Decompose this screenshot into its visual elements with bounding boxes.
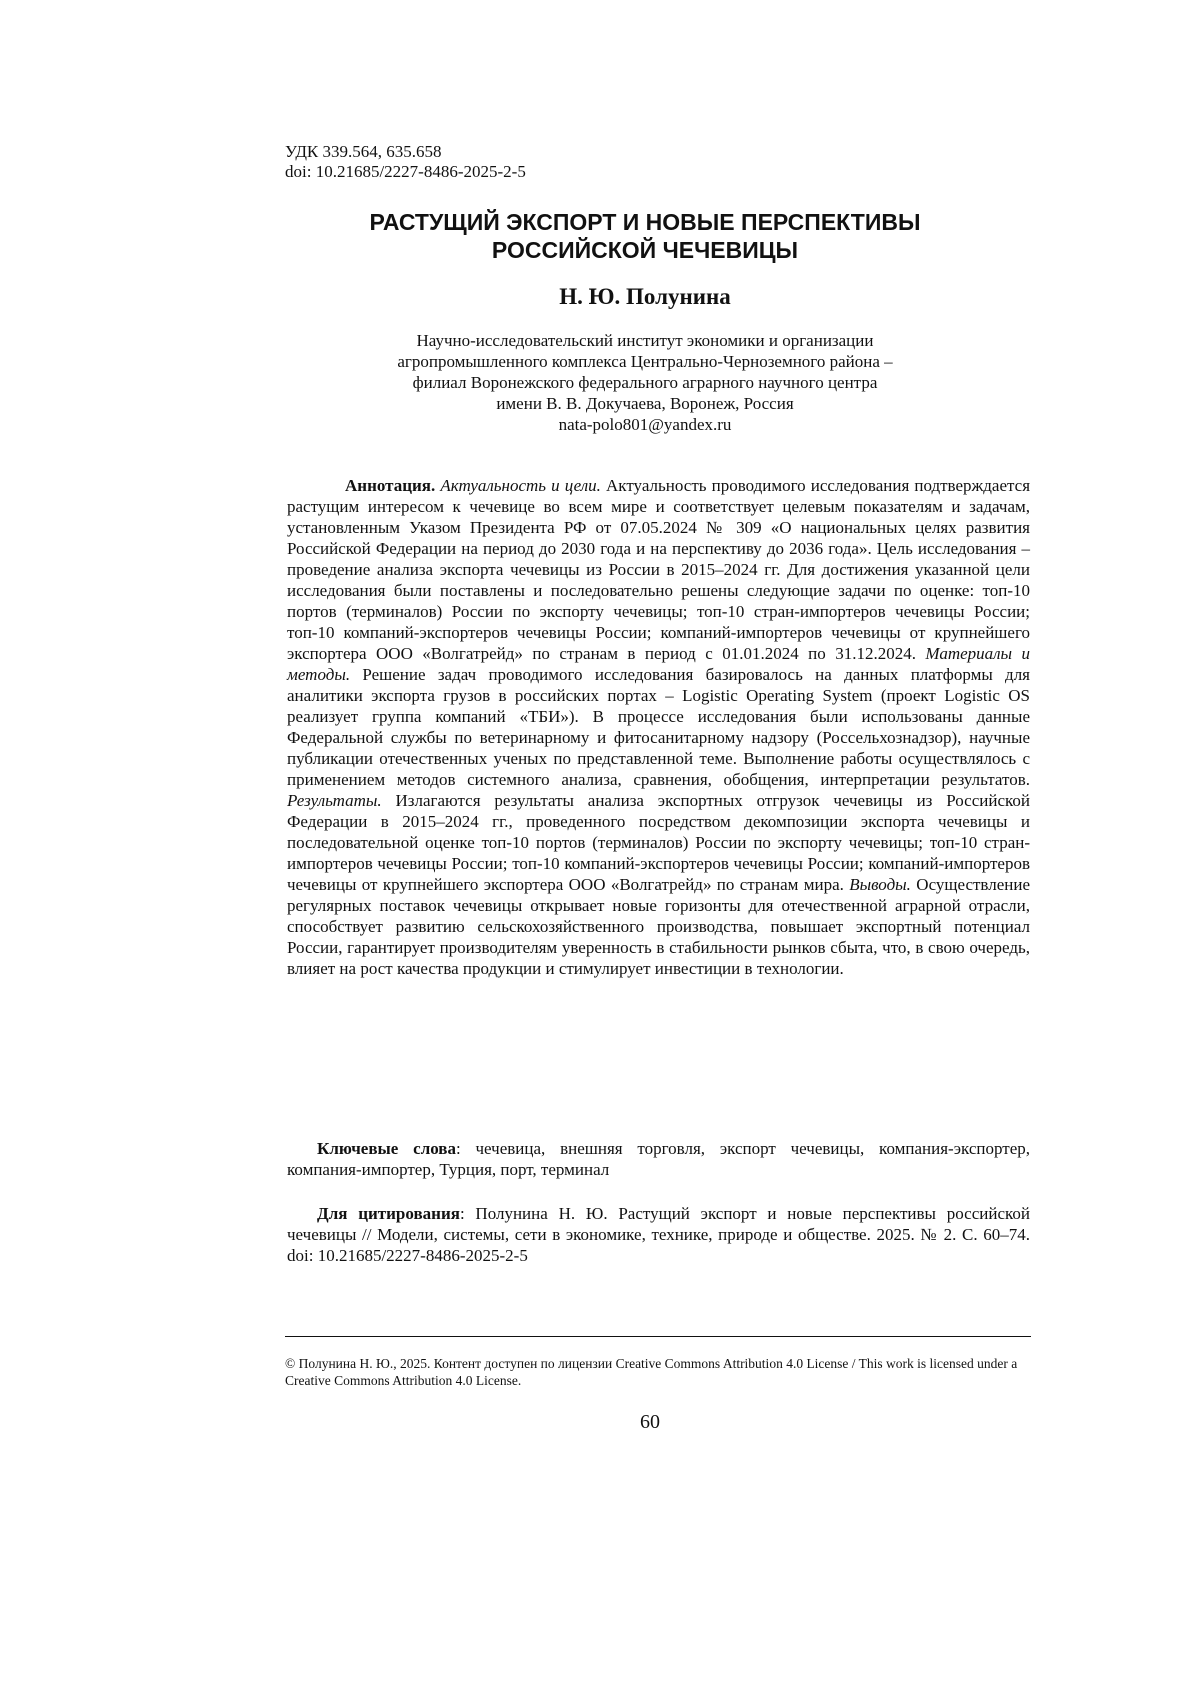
relevance-label: Актуальность и цели. [440,476,601,495]
affiliation-line-3: филиал Воронежского федерального аграрного научного центра [412,373,878,392]
abstract [287,475,1030,979]
title-line-1: РАСТУЩИЙ ЭКСПОРТ И НОВЫЕ ПЕРСПЕКТИВЫ [369,209,921,235]
page-number: 60 [640,1411,660,1433]
methods-text: Решение задач проводимого исследования базировалось на данных платформы для аналитики экспорта грузов в российских портах – Logistic Operating System (проект Logistic OS реализует группа компаний «ТБИ»). В процессе исследования были использованы данные Федеральной службы по ветеринарному и фитосанитарному надзору (Россельхознадзор), научные публикации отечественных ученых по представленной теме. Выполнение работы осуществлялось с применением методов системного анализа, сравнения, обобщения, интерпретации результатов. [287,665,1030,789]
affiliation-line-2: агропромышленного комплекса Центрально-Черноземного района – [397,352,893,371]
citation-text: : Полунина Н. Ю. Растущий экспорт и новые перспективы российской чечевицы // Модели, системы, сети в экономике, технике, природе и обществе. 2025. № 2. С. 60–74. doi: 10.21685/2227-8486-2025-2-5 [287,1204,1030,1265]
author-email[interactable]: nata-polo801@yandex.ru [558,415,732,434]
keywords-text: : чечевица, внешняя торговля, экспорт чечевицы, компания-экспортер, компания-импортер, Турция, порт, терминал [287,1139,1030,1179]
conclusions-label: Выводы. [849,875,911,894]
results-text: Излагаются результаты анализа экспортных отгрузок чечевицы из Российской Федерации в 2015–2024 гг., проведенного посредством декомпозиции экспорта чечевицы и последовательной оценке топ-10 портов (терминалов) России по экспорту чечевицы; топ-10 стран-импортеров чечевицы России; топ-10 компаний-экспортеров чечевицы России; компаний-импортеров чечевицы от крупнейшего экспортера ООО «Волгатрейд» по странам мира. [287,791,1031,894]
doi: doi: 10.21685/2227-8486-2025-2-5 [285,162,526,181]
methods-label: Материалы и методы. [287,644,1031,684]
article-metadata [285,142,526,182]
citation [287,1203,1030,1266]
udc-code: УДК 339.564, 635.658 [285,142,442,161]
conclusions-text: Осуществление регулярных поставок чечевицы открывает новые горизонты для отечественной аграрной отрасли, способствует развитию сельскохозяйственного производства, повышает экспортный потенциал России, гарантирует производителям уверенность в стабильности рынков сбыта, что, в свою очередь, влияет на рост качества продукции и стимулирует инвестиции в технологии. [287,875,1031,978]
article-title [260,208,1030,264]
relevance-text: Актуальность проводимого исследования подтверждается растущим интересом к чечевице во всем мире и соответствует целевым показателям и задачам, установленным Указом Президента РФ от 07.05.2024 № 309 «О национальных целях развития Российской Федерации на период до 2030 года и на перспективу до 2036 года». Цель исследования – проведение анализа экспорта чечевицы из России в 2015–2024 гг. Для достижения указанной цели исследования были поставлены и последовательно решены следующие задачи по оценке: топ-10 портов (терминалов) России по экспорту чечевицы; топ-10 стран-импортеров чечевицы России; топ-10 компаний-экспортеров чечевицы России; компаний-импортеров чечевицы от крупнейшего экспортера ООО «Волгатрейд» по странам в период с 01.01.2024 по 31.12.2024. [287,476,1031,663]
abstract-label: Аннотация. [345,476,436,495]
keywords [287,1138,1030,1180]
author-affiliation [300,330,990,435]
affiliation-line-1: Научно-исследовательский институт экономики и организации [416,331,874,350]
citation-label: Для цитирования [317,1204,460,1223]
keywords-label: Ключевые слова [317,1139,456,1158]
affiliation-line-4: имени В. В. Докучаева, Воронеж, Россия [496,394,794,413]
author-name: Н. Ю. Полунина [559,284,731,309]
copyright-notice: © Полунина Н. Ю., 2025. Контент доступен по лицензии Creative Commons Attribution 4.0 License / This work is licensed under a Creative Commons Attribution 4.0 License. [285,1356,1018,1388]
footnote-divider [285,1336,1031,1337]
results-label: Результаты. [287,791,382,810]
title-line-2: РОССИЙСКОЙ ЧЕЧЕВИЦЫ [491,237,799,263]
